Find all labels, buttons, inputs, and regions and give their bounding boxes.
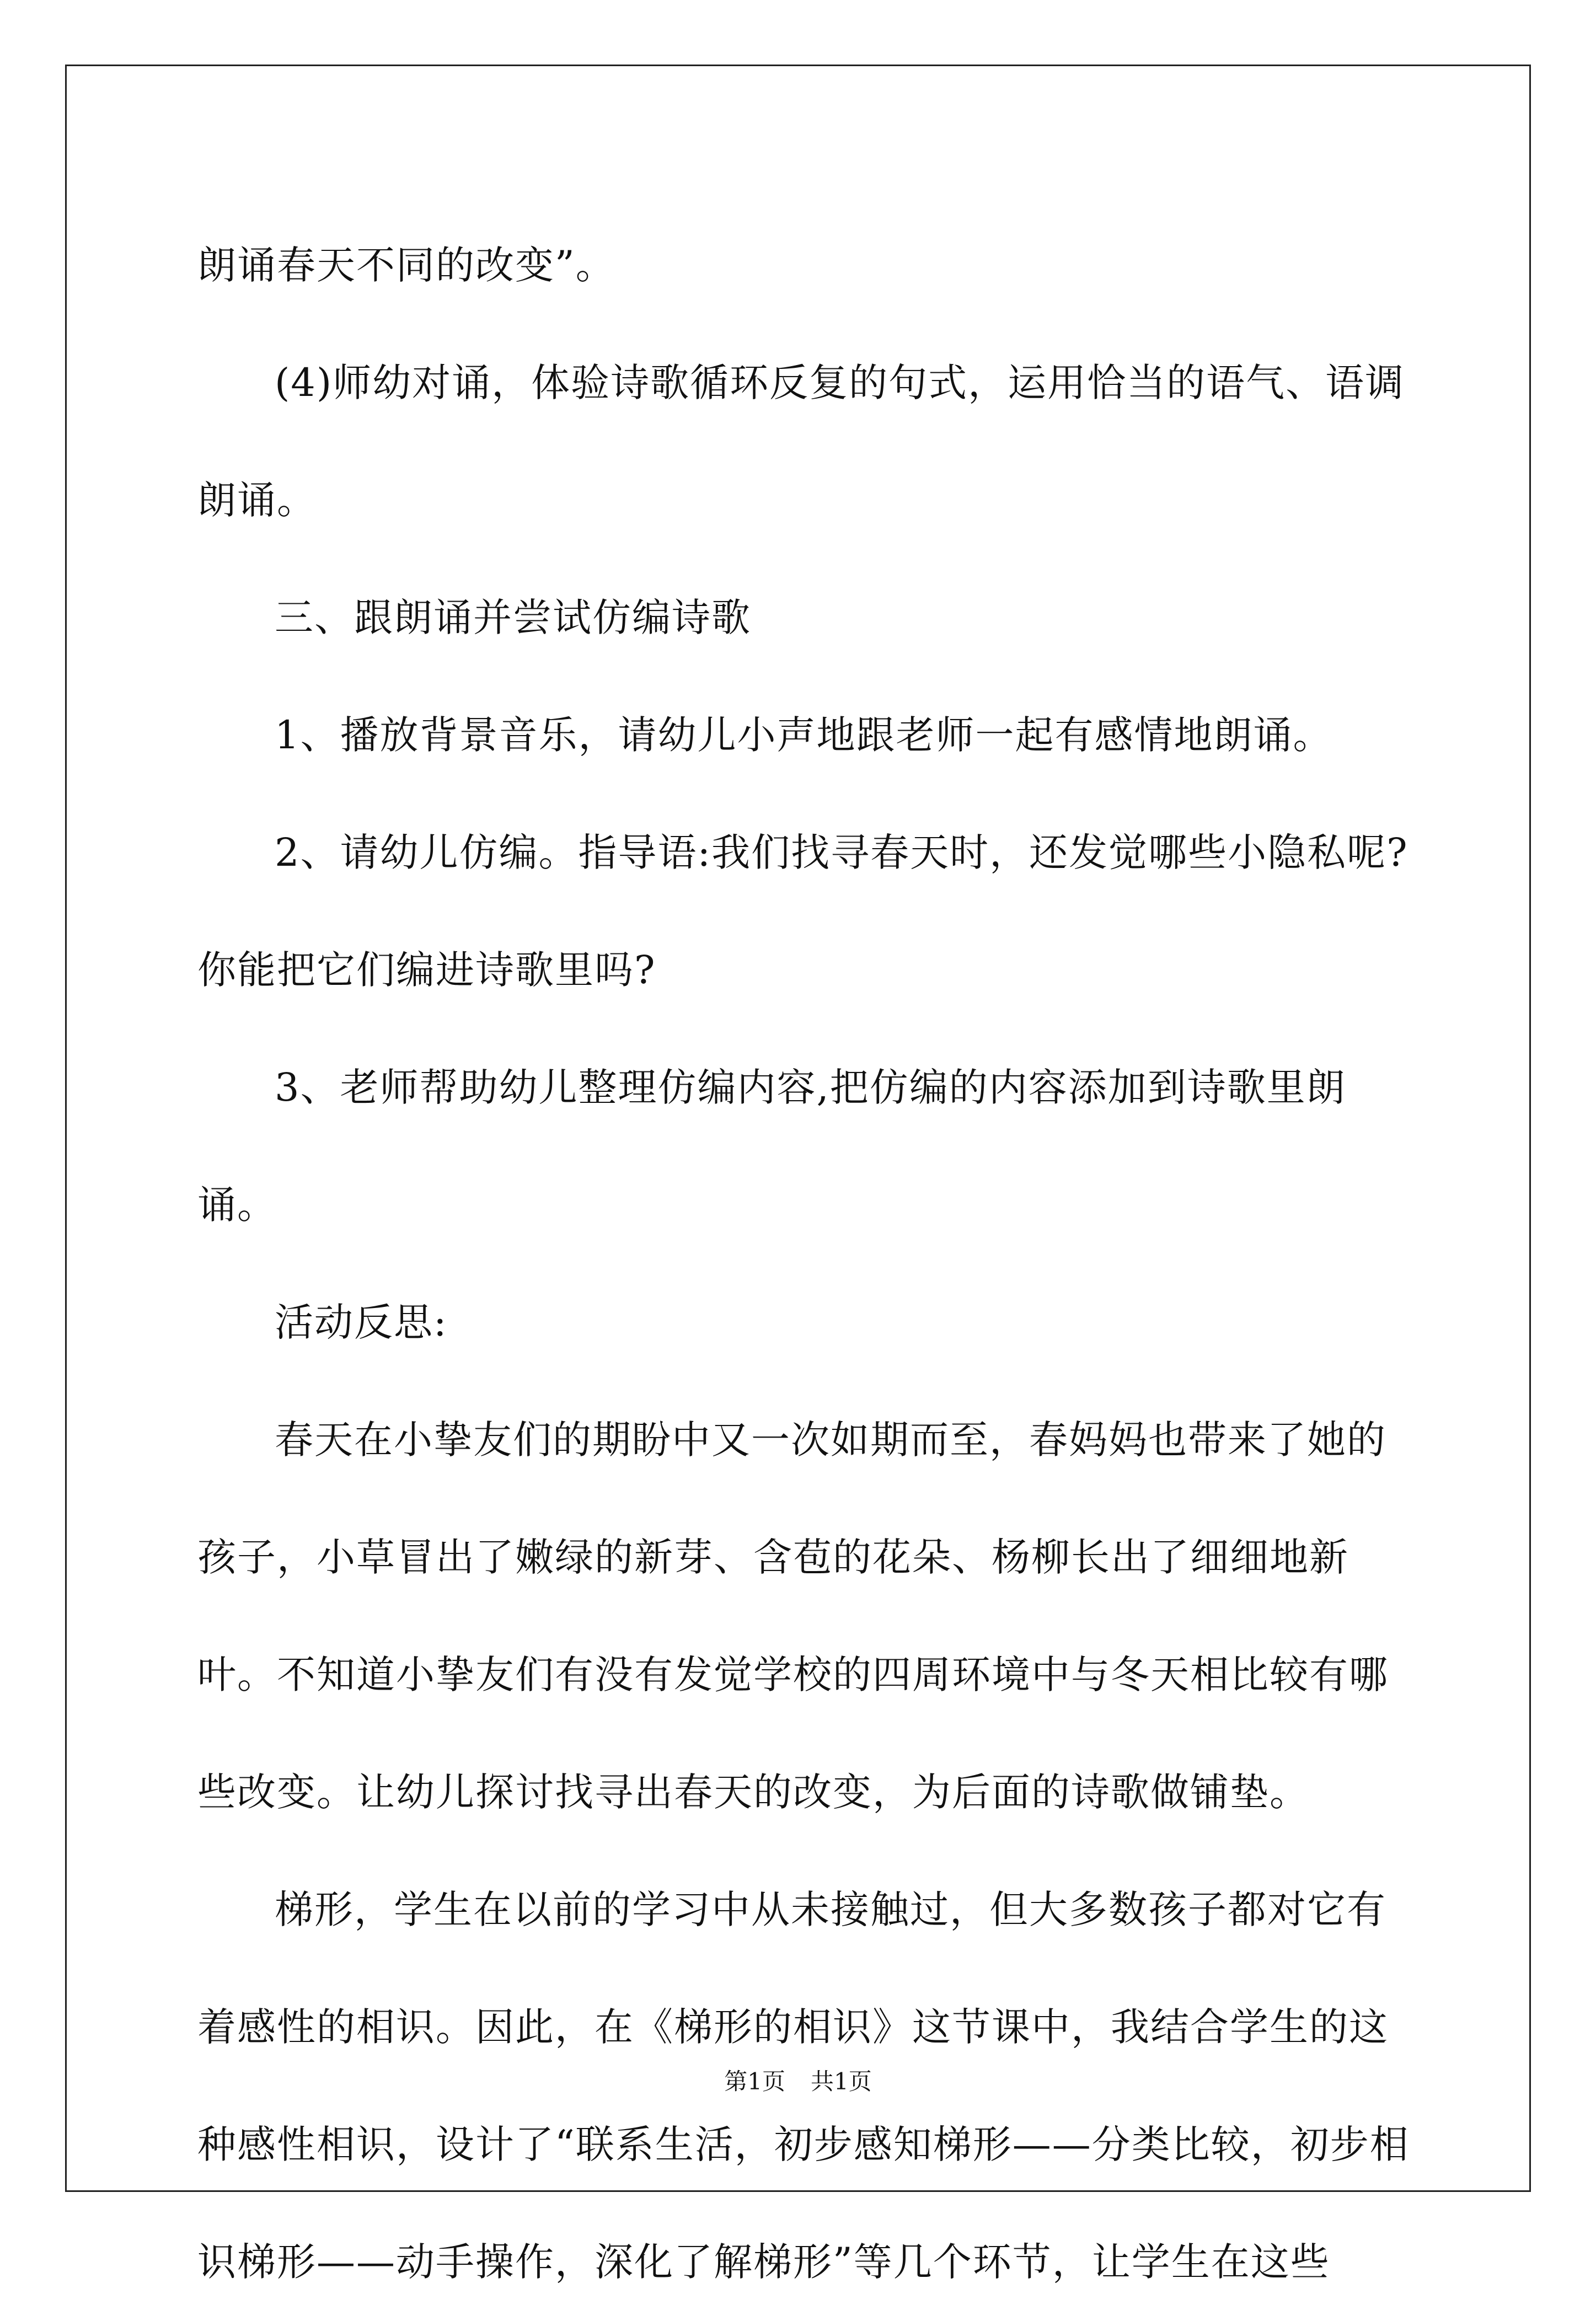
document-body xyxy=(197,207,1411,2321)
page-total: 共1页 xyxy=(811,2068,872,2095)
paragraph: (4)师幼对诵，体验诗歌循环反复的句式，运用恰当的语气、语调朗诵。 xyxy=(197,360,1405,523)
section-heading: 活动反思: xyxy=(275,1300,448,1345)
paragraph: 1、播放背景音乐，请幼儿小声地跟老师一起有感情地朗诵。 xyxy=(275,712,1333,758)
paragraph: 春天在小挚友们的期盼中又一次如期而至，春妈妈也带来了她的孩子，小草冒出了嫩绿的新芽、含苞的花朵、杨柳长出了细细地新叶。不知道小挚友们有没有发觉学校的四周环境中与冬天相比较有哪些改变。让幼儿探讨找寻出春天的改变，为后面的诗歌做铺垫。 xyxy=(197,1417,1389,1815)
section-heading: 三、跟朗诵并尝试仿编诗歌 xyxy=(275,595,751,640)
page-number: 第1页 xyxy=(724,2068,785,2095)
paragraph: 3、老师帮助幼儿整理仿编内容,把仿编的内容添加到诗歌里朗诵。 xyxy=(197,1065,1346,1227)
paragraph: 朗诵春天不同的改变”。 xyxy=(197,243,615,288)
paragraph: 2、请幼儿仿编。指导语:我们找寻春天时，还发觉哪些小隐私呢?你能把它们编进诗歌里吗? xyxy=(197,830,1408,993)
page-footer xyxy=(0,2065,1596,2098)
paragraph: 梯形，学生在以前的学习中从未接触过，但大多数孩子都对它有着感性的相识。因此，在《梯形的相识》这节课中，我结合学生的这种感性相识，设计了“联系生活，初步感知梯形——分类比较，初步相识梯形——动手操作，深化了解梯形”等几个环节，让学生在这些 xyxy=(197,1887,1410,2285)
